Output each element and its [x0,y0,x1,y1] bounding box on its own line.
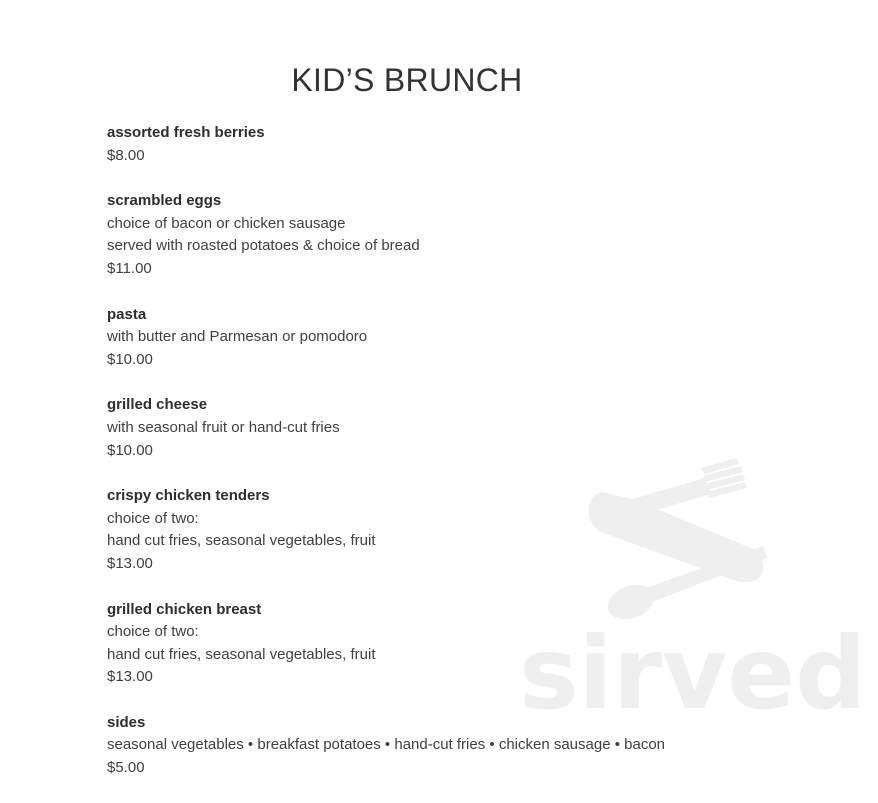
menu-item-price: $13.00 [107,668,153,686]
menu-item-description: choice of two: [107,509,199,527]
menu-item-price: $8.00 [107,146,145,164]
menu-item-name: pasta [107,305,147,323]
menu-item-price: $10.00 [107,441,153,459]
menu-item-description: hand cut fries, seasonal vegetables, fruit [107,532,376,550]
page-title: KID’S BRUNCH [291,62,523,98]
menu-item-description: choice of bacon or chicken sausage [107,214,346,232]
menu-item-name: crispy chicken tenders [107,487,270,505]
menu-item [107,122,727,167]
menu-item-name: sides [107,713,146,731]
menu-item-price: $11.00 [107,259,152,277]
menu-item-name: grilled cheese [107,396,208,414]
menu-item-price: $5.00 [107,759,145,777]
sirved-watermark [515,450,867,732]
menu-item-name: assorted fresh berries [107,124,265,141]
menu-item-description: with butter and Parmesan or pomodoro [107,328,368,346]
menu-item-description: choice of two: [107,623,199,641]
menu-item-description: seasonal vegetables • breakfast potatoes • hand-cut fries • chicken sausage • bacon [107,736,666,754]
menu-item-description: served with roasted potatoes & choice of bread [107,237,420,255]
menu-item-price: $13.00 [107,554,153,572]
menu-item-price: $10.00 [107,350,153,368]
menu-item [107,304,727,372]
menu-item-name: scrambled eggs [107,192,222,210]
menu-item-name: grilled chicken breast [107,600,262,618]
menu-item-description: with seasonal fruit or hand-cut fries [107,418,340,436]
watermark-text: sirved [519,615,867,732]
menu-item [107,190,727,280]
fork-knife-spoon-icon [588,458,767,625]
menu-item-description: hand cut fries, seasonal vegetables, fruit [107,645,376,663]
